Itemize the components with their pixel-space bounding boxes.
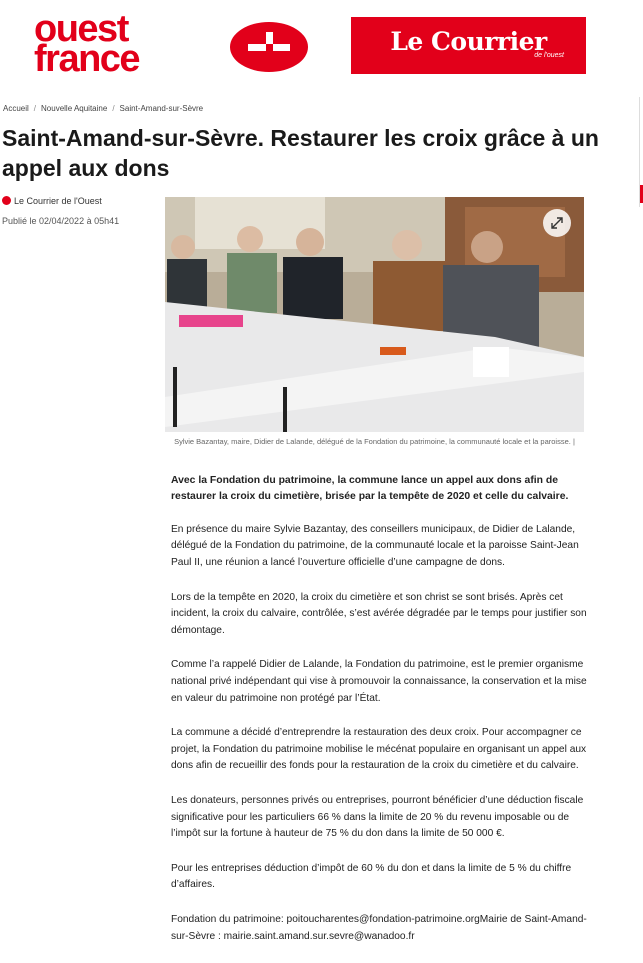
breadcrumb-item-saint-amand[interactable]: Saint-Amand-sur-Sèvre (119, 104, 204, 113)
header-logos (0, 0, 643, 95)
breadcrumb-separator: / (33, 104, 37, 113)
source-logo-icon (2, 196, 11, 205)
breadcrumb (3, 104, 203, 113)
article-paragraph: Les donateurs, personnes privés ou entreprises, pourront bénéficier d’une déduction fiscale significative pour les particuliers 66 % dans la limite de 20 % du revenu imposable ou de l’impôt sur la fortune à hauteur de 75 % du don dans la limite de 50 000 €. (171, 794, 584, 840)
meeting-photo-illustration (165, 197, 584, 432)
article-body (171, 473, 589, 963)
breadcrumb-item-accueil[interactable]: Accueil (3, 104, 29, 113)
article-paragraph: Comme l’a rappelé Didier de Lalande, la Fondation du patrimoine, est le premier organisme national privé indépendant qui vise à promouvoir la connaissance, la conservation et la mise en valeur du patrimoine non protégé par l’État. (171, 659, 587, 704)
source-name: Le Courrier de l'Ouest (14, 196, 102, 206)
le-courrier-subtitle: de l'ouest (534, 52, 564, 59)
article-paragraph: La commune a décidé d’entreprendre la restauration des deux croix. Pour accompagner ce projet, la Fondation du patrimoine mobilise le mécénat populaire en organisant un appel aux dons afin de recueillir des fonds pour la restauration de la croix du cimetière et du calvaire. (171, 727, 587, 772)
page-edge-divider (639, 97, 643, 207)
le-courrier-wordmark: Le Courrier (390, 27, 547, 56)
article-photo[interactable] (165, 197, 584, 432)
ouest-france-wordmark: ouest france (34, 8, 140, 80)
expand-icon (543, 209, 571, 237)
ouest-france-badge-icon (230, 22, 308, 72)
article-paragraph: Pour les entreprises déduction d’impôt de 60 % du don et dans la limite de 5 % du chiffre d’affaires. (171, 862, 572, 891)
article-contact-paragraph[interactable]: Fondation du patrimoine: poitoucharentes@fondation-patrimoine.orgMairie de Saint-Amand-sur-Sèvre : mairie.saint.amand.sur.sevre@wanadoo.fr (171, 913, 587, 942)
expand-photo-button[interactable] (543, 209, 571, 237)
article-lead: Avec la Fondation du patrimoine, la commune lance un appel aux dons afin de restaurer la croix du cimetière, brisée par la tempête de 2020 et celle du calvaire. (171, 475, 569, 503)
photo-caption: Sylvie Bazantay, maire, Didier de Lalande, délégué de la Fondation du patrimoine, la communauté locale et la paroisse. | (174, 437, 575, 446)
breadcrumb-separator: / (112, 104, 115, 113)
breadcrumb-item-nouvelle-aquitaine[interactable]: Nouvelle Aquitaine (41, 104, 108, 113)
article-source[interactable] (2, 196, 102, 206)
article-paragraph: En présence du maire Sylvie Bazantay, des conseillers municipaux, de Didier de Lalande, délégué de la Fondation du patrimoine, de la communauté locale et la paroisse Saint-Jean Paul II, une réunion a lancé l’ouverture officielle d’une campagne de dons. (171, 523, 579, 568)
publish-date: Publié le 02/04/2022 à 05h41 (2, 216, 120, 226)
article-title: Saint-Amand-sur-Sèvre. Restaurer les croix grâce à un appel aux dons (2, 125, 599, 181)
le-courrier-logo[interactable] (351, 17, 586, 74)
article-paragraph: Lors de la tempête en 2020, la croix du cimetière et son christ se sont brisés. Après cet incident, la croix du calvaire, contrôlée, s’est avérée dégradée par le temps pour justifier son démontage. (171, 591, 587, 636)
ouest-france-logo[interactable] (34, 8, 314, 80)
